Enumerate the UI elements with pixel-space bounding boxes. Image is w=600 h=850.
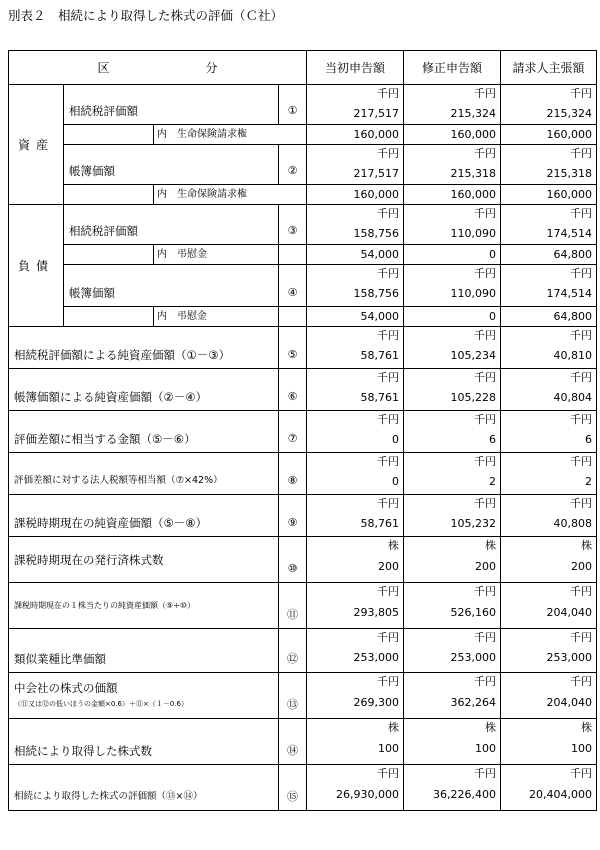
value-text: 253,000 — [546, 651, 592, 664]
row-number: ⑨ — [279, 495, 307, 537]
row-label: 帳簿価額 — [64, 265, 279, 307]
row-label: 相続税評価額による純資産価額（①－③） — [9, 327, 279, 369]
value-cell — [501, 495, 597, 537]
unit-label: 千円 — [570, 585, 592, 598]
document-title: 別表２ 相続により取得した株式の評価（Ｃ社） — [8, 8, 284, 23]
value-text: 200 — [475, 560, 496, 573]
row-sublabel: 内 生命保険請求権 — [154, 125, 307, 145]
unit-label: 千円 — [474, 413, 496, 426]
value-text: 217,517 — [353, 107, 399, 120]
unit-label: 千円 — [570, 455, 592, 468]
value-cell: 64,800 — [501, 307, 597, 327]
value-cell: 160,000 — [307, 125, 404, 145]
value-cell — [307, 583, 404, 629]
value-text: 0 — [392, 433, 399, 446]
row-label: 評価差額に対する法人税額等相当額（⑦×42%） — [9, 453, 279, 495]
value-cell — [501, 85, 597, 125]
row-label: 相続税評価額 — [64, 85, 279, 125]
value-cell — [404, 205, 501, 245]
value-cell: 160,000 — [501, 185, 597, 205]
table-row — [9, 265, 597, 307]
value-text: 269,300 — [353, 696, 399, 709]
unit-label: 千円 — [377, 207, 399, 220]
unit-label: 千円 — [377, 147, 399, 160]
value-cell — [404, 369, 501, 411]
value-text: 158,756 — [353, 227, 399, 240]
value-text: 293,805 — [353, 606, 399, 619]
value-cell: 160,000 — [404, 125, 501, 145]
value-text: 200 — [378, 560, 399, 573]
unit-label: 千円 — [474, 207, 496, 220]
row-number: ① — [279, 85, 307, 125]
value-cell — [307, 411, 404, 453]
unit-label: 千円 — [474, 767, 496, 780]
value-cell — [501, 719, 597, 765]
value-cell — [404, 85, 501, 125]
table-row — [9, 719, 597, 765]
header-kubun: 区 分 — [9, 51, 307, 85]
value-cell: 0 — [404, 307, 501, 327]
value-cell: 160,000 — [307, 185, 404, 205]
row-number: ⑧ — [279, 453, 307, 495]
value-text: 158,756 — [353, 287, 399, 300]
value-text: 2 — [585, 475, 592, 488]
value-text: 6 — [489, 433, 496, 446]
value-cell — [307, 629, 404, 673]
value-cell — [501, 205, 597, 245]
table-row — [9, 145, 597, 185]
table-row — [9, 185, 597, 205]
value-cell — [404, 327, 501, 369]
table-row — [9, 673, 597, 719]
value-cell — [307, 265, 404, 307]
spacer-cell — [279, 307, 307, 327]
value-cell — [501, 629, 597, 673]
value-text: 6 — [585, 433, 592, 446]
table-row — [9, 369, 597, 411]
unit-label: 千円 — [570, 87, 592, 100]
value-cell: 54,000 — [307, 307, 404, 327]
value-cell — [501, 765, 597, 811]
unit-label: 千円 — [377, 585, 399, 598]
value-cell: 160,000 — [501, 125, 597, 145]
table-row — [9, 583, 597, 629]
value-cell — [501, 537, 597, 583]
value-cell — [404, 537, 501, 583]
value-text: 0 — [392, 475, 399, 488]
value-text: 110,090 — [450, 227, 496, 240]
table-row — [9, 537, 597, 583]
value-text: 110,090 — [450, 287, 496, 300]
value-text: 58,761 — [360, 349, 399, 362]
table-row — [9, 205, 597, 245]
unit-label: 株 — [581, 539, 592, 552]
unit-label: 千円 — [570, 675, 592, 688]
value-cell — [404, 495, 501, 537]
value-cell — [307, 537, 404, 583]
unit-label: 千円 — [474, 585, 496, 598]
row-label: 中会社の株式の価額 — [14, 680, 118, 695]
value-cell — [501, 327, 597, 369]
unit-label: 千円 — [474, 455, 496, 468]
value-cell — [404, 673, 501, 719]
value-text: 100 — [571, 742, 592, 755]
value-text: 105,232 — [450, 517, 496, 530]
row-number: ③ — [279, 205, 307, 245]
value-cell — [501, 453, 597, 495]
value-cell — [307, 205, 404, 245]
value-cell — [501, 673, 597, 719]
table-row — [9, 85, 597, 125]
value-text: 174,514 — [546, 287, 592, 300]
unit-label: 千円 — [377, 329, 399, 342]
unit-label: 千円 — [570, 631, 592, 644]
unit-label: 千円 — [570, 767, 592, 780]
unit-label: 株 — [485, 721, 496, 734]
value-cell: 64,800 — [501, 245, 597, 265]
value-text: 215,318 — [450, 167, 496, 180]
unit-label: 千円 — [474, 87, 496, 100]
value-text: 204,040 — [546, 696, 592, 709]
row-label: 課税時期現在の純資産価額（⑤－⑧） — [9, 495, 279, 537]
unit-label: 千円 — [474, 371, 496, 384]
unit-label: 千円 — [474, 631, 496, 644]
value-cell — [404, 265, 501, 307]
value-cell — [501, 369, 597, 411]
value-cell — [404, 629, 501, 673]
value-cell — [404, 411, 501, 453]
value-text: 58,761 — [360, 391, 399, 404]
row-sublabel: 内 弔慰金 — [154, 307, 279, 327]
spacer-cell — [64, 307, 154, 327]
value-text: 200 — [571, 560, 592, 573]
unit-label: 千円 — [377, 413, 399, 426]
unit-label: 千円 — [474, 497, 496, 510]
header-col-amended: 修正申告額 — [404, 51, 501, 85]
value-cell — [501, 265, 597, 307]
value-cell — [307, 145, 404, 185]
value-cell — [501, 583, 597, 629]
row-label: 課税時期現在の発行済株式数 — [9, 537, 279, 583]
value-text: 100 — [378, 742, 399, 755]
row-sublabel: 内 弔慰金 — [154, 245, 279, 265]
row-label: 帳簿価額 — [64, 145, 279, 185]
unit-label: 千円 — [377, 675, 399, 688]
value-cell — [501, 145, 597, 185]
row-label: 評価差額に相当する金額（⑤－⑥） — [9, 411, 279, 453]
spacer-cell — [279, 245, 307, 265]
table-row — [9, 125, 597, 145]
value-text: 105,228 — [450, 391, 496, 404]
value-cell: 54,000 — [307, 245, 404, 265]
value-text: 362,264 — [450, 696, 496, 709]
value-cell — [307, 765, 404, 811]
value-text: 174,514 — [546, 227, 592, 240]
unit-label: 株 — [485, 539, 496, 552]
row-number: ⑮ — [279, 765, 307, 811]
unit-label: 株 — [388, 539, 399, 552]
row-number: ⑦ — [279, 411, 307, 453]
row-label: 類似業種比準価額 — [9, 629, 279, 673]
unit-label: 千円 — [377, 767, 399, 780]
unit-label: 千円 — [570, 267, 592, 280]
row-label: 課税時期現在の１株当たりの純資産価額（⑨÷⑩） — [9, 583, 279, 629]
row-number: ⑪ — [279, 583, 307, 629]
value-text: 40,810 — [553, 349, 592, 362]
row-number: ④ — [279, 265, 307, 307]
value-cell — [307, 495, 404, 537]
row-label: 相続により取得した株式の評価額（⑬×⑭） — [9, 765, 279, 811]
value-cell — [404, 719, 501, 765]
unit-label: 千円 — [377, 371, 399, 384]
value-cell — [404, 583, 501, 629]
value-text: 40,804 — [553, 391, 592, 404]
unit-label: 千円 — [570, 413, 592, 426]
value-text: 215,324 — [450, 107, 496, 120]
value-text: 253,000 — [450, 651, 496, 664]
value-text: 526,160 — [450, 606, 496, 619]
unit-label: 千円 — [570, 371, 592, 384]
row-formula: （⑪又は⑫の低いほうの金額×0.6）＋⑪×（１－0.6） — [14, 699, 188, 708]
header-col-claim: 請求人主張額 — [501, 51, 597, 85]
value-cell: 160,000 — [404, 185, 501, 205]
table-row — [9, 629, 597, 673]
value-cell — [404, 453, 501, 495]
value-text: 40,808 — [553, 517, 592, 530]
value-text: 100 — [475, 742, 496, 755]
unit-label: 千円 — [377, 455, 399, 468]
value-text: 204,040 — [546, 606, 592, 619]
unit-label: 千円 — [570, 329, 592, 342]
value-cell — [404, 765, 501, 811]
value-text: 105,234 — [450, 349, 496, 362]
row-sublabel: 内 生命保険請求権 — [154, 185, 307, 205]
value-cell — [307, 369, 404, 411]
row-number: ⑥ — [279, 369, 307, 411]
value-cell — [307, 327, 404, 369]
value-cell — [501, 411, 597, 453]
table-row — [9, 453, 597, 495]
valuation-table — [8, 50, 597, 811]
table-row — [9, 495, 597, 537]
unit-label: 千円 — [570, 497, 592, 510]
spacer-cell — [64, 245, 154, 265]
table-row — [9, 307, 597, 327]
value-text: 215,318 — [546, 167, 592, 180]
value-cell: 0 — [404, 245, 501, 265]
value-text: 215,324 — [546, 107, 592, 120]
unit-label: 千円 — [474, 147, 496, 160]
unit-label: 千円 — [377, 631, 399, 644]
table-row — [9, 765, 597, 811]
value-cell — [307, 673, 404, 719]
spacer-cell — [64, 185, 154, 205]
value-text: 26,930,000 — [336, 788, 399, 801]
unit-label: 株 — [388, 721, 399, 734]
header-col-initial: 当初申告額 — [307, 51, 404, 85]
unit-label: 千円 — [377, 87, 399, 100]
unit-label: 千円 — [377, 497, 399, 510]
category-liability: 負債 — [9, 205, 64, 327]
row-label-block — [9, 673, 279, 719]
unit-label: 千円 — [474, 329, 496, 342]
row-number: ⑤ — [279, 327, 307, 369]
value-text: 20,404,000 — [529, 788, 592, 801]
value-cell — [307, 85, 404, 125]
unit-label: 千円 — [474, 675, 496, 688]
value-cell — [404, 145, 501, 185]
category-asset: 資産 — [9, 85, 64, 205]
unit-label: 千円 — [474, 267, 496, 280]
value-cell — [307, 719, 404, 765]
row-number: ⑭ — [279, 719, 307, 765]
value-cell — [307, 453, 404, 495]
table-row — [9, 411, 597, 453]
unit-label: 千円 — [377, 267, 399, 280]
header-row — [9, 51, 597, 85]
value-text: 58,761 — [360, 517, 399, 530]
spacer-cell — [64, 125, 154, 145]
value-text: 253,000 — [353, 651, 399, 664]
table-row — [9, 327, 597, 369]
row-number: ⑬ — [279, 673, 307, 719]
row-number: ② — [279, 145, 307, 185]
unit-label: 千円 — [570, 207, 592, 220]
row-label: 相続税評価額 — [64, 205, 279, 245]
row-number: ⑫ — [279, 629, 307, 673]
row-number: ⑩ — [279, 537, 307, 583]
value-text: 2 — [489, 475, 496, 488]
unit-label: 株 — [581, 721, 592, 734]
row-label: 帳簿価額による純資産価額（②－④） — [9, 369, 279, 411]
table-row — [9, 245, 597, 265]
row-label: 相続により取得した株式数 — [9, 719, 279, 765]
value-text: 36,226,400 — [433, 788, 496, 801]
value-text: 217,517 — [353, 167, 399, 180]
unit-label: 千円 — [570, 147, 592, 160]
